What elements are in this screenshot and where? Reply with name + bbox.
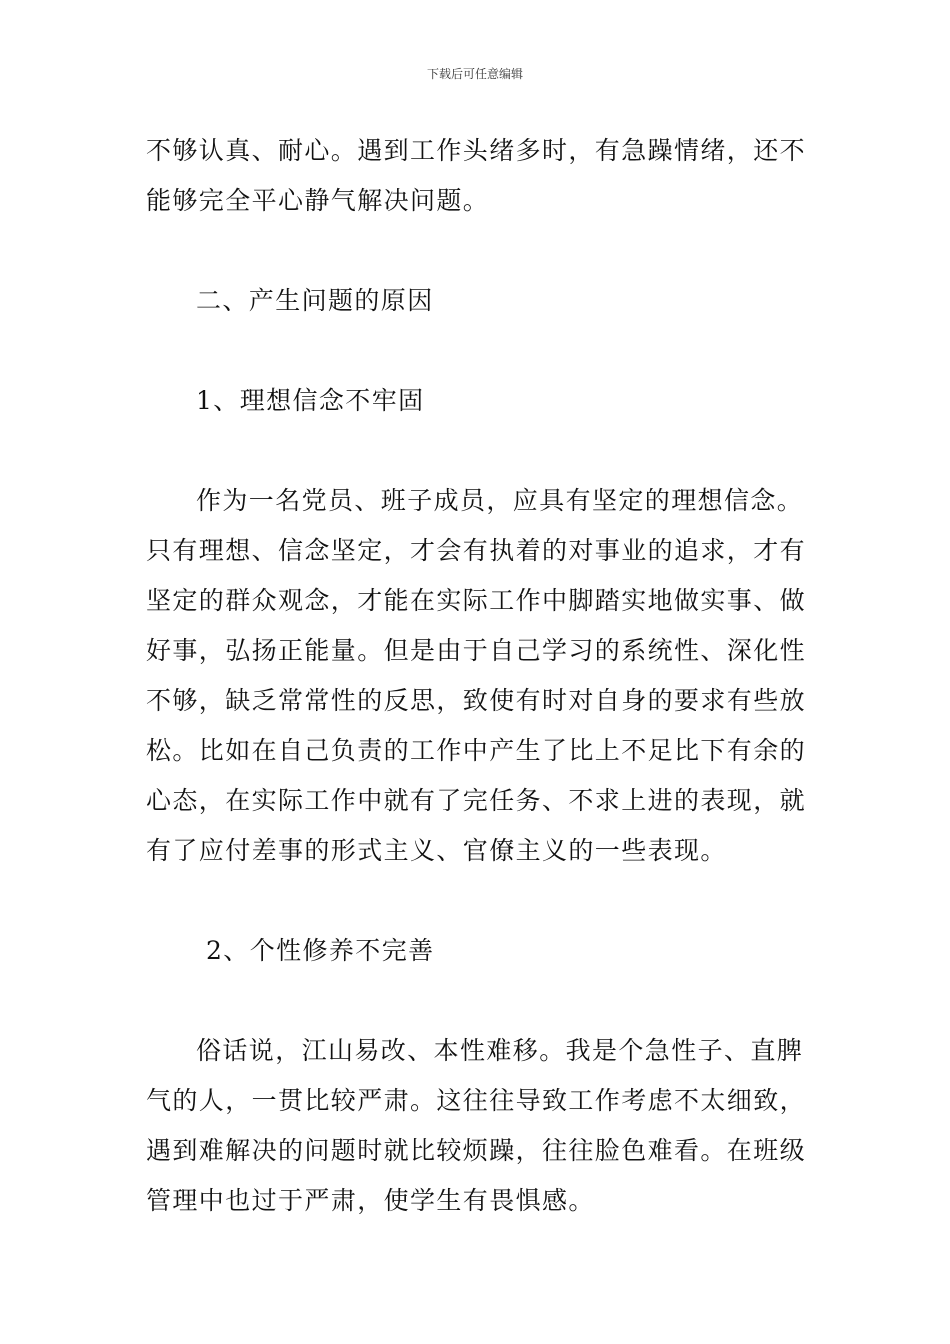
text-line: 好事，弘扬正能量。但是由于自己学习的系统性、深化性 xyxy=(146,636,807,665)
text-line: 有了应付差事的形式主义、官僚主义的一些表现。 xyxy=(146,836,727,865)
section-heading: 二、产生问题的原因 xyxy=(196,286,434,315)
text-line: 坚定的群众观念，才能在实际工作中脚踏实地做实事、做 xyxy=(146,586,807,615)
paragraph-character xyxy=(146,1026,808,1226)
page-header: 下载后可任意编辑 xyxy=(426,67,523,81)
text-line: 作为一名党员、班子成员，应具有坚定的理想信念。 xyxy=(196,486,804,515)
text-line: 不够，缺乏常常性的反思，致使有时对自身的要求有些放 xyxy=(146,686,807,715)
text-line: 管理中也过于严肃，使学生有畏惧感。 xyxy=(146,1186,595,1215)
text-line: 松。比如在自己负责的工作中产生了比上不足比下有余的 xyxy=(146,736,807,765)
paragraph-continuation xyxy=(146,126,808,226)
text-line: 不够认真、耐心。遇到工作头绪多时，有急躁情绪，还不 xyxy=(146,136,807,165)
paragraph-ideals xyxy=(146,476,808,876)
subsection-heading-2: 2、个性修养不完善 xyxy=(206,936,435,965)
text-line: 能够完全平心静气解决问题。 xyxy=(146,186,490,215)
subsection-heading-1: 1、理想信念不牢固 xyxy=(196,386,425,415)
text-line: 俗话说，江山易改、本性难移。我是个急性子、直脾 xyxy=(196,1036,804,1065)
text-line: 心态，在实际工作中就有了完任务、不求上进的表现，就 xyxy=(146,786,807,815)
text-line: 只有理想、信念坚定，才会有执着的对事业的追求，才有 xyxy=(146,536,807,565)
document-body xyxy=(146,126,808,1226)
text-line: 气的人，一贯比较严肃。这往往导致工作考虑不太细致， xyxy=(146,1086,807,1115)
text-line: 遇到难解决的问题时就比较烦躁，往往脸色难看。在班级 xyxy=(146,1136,807,1165)
